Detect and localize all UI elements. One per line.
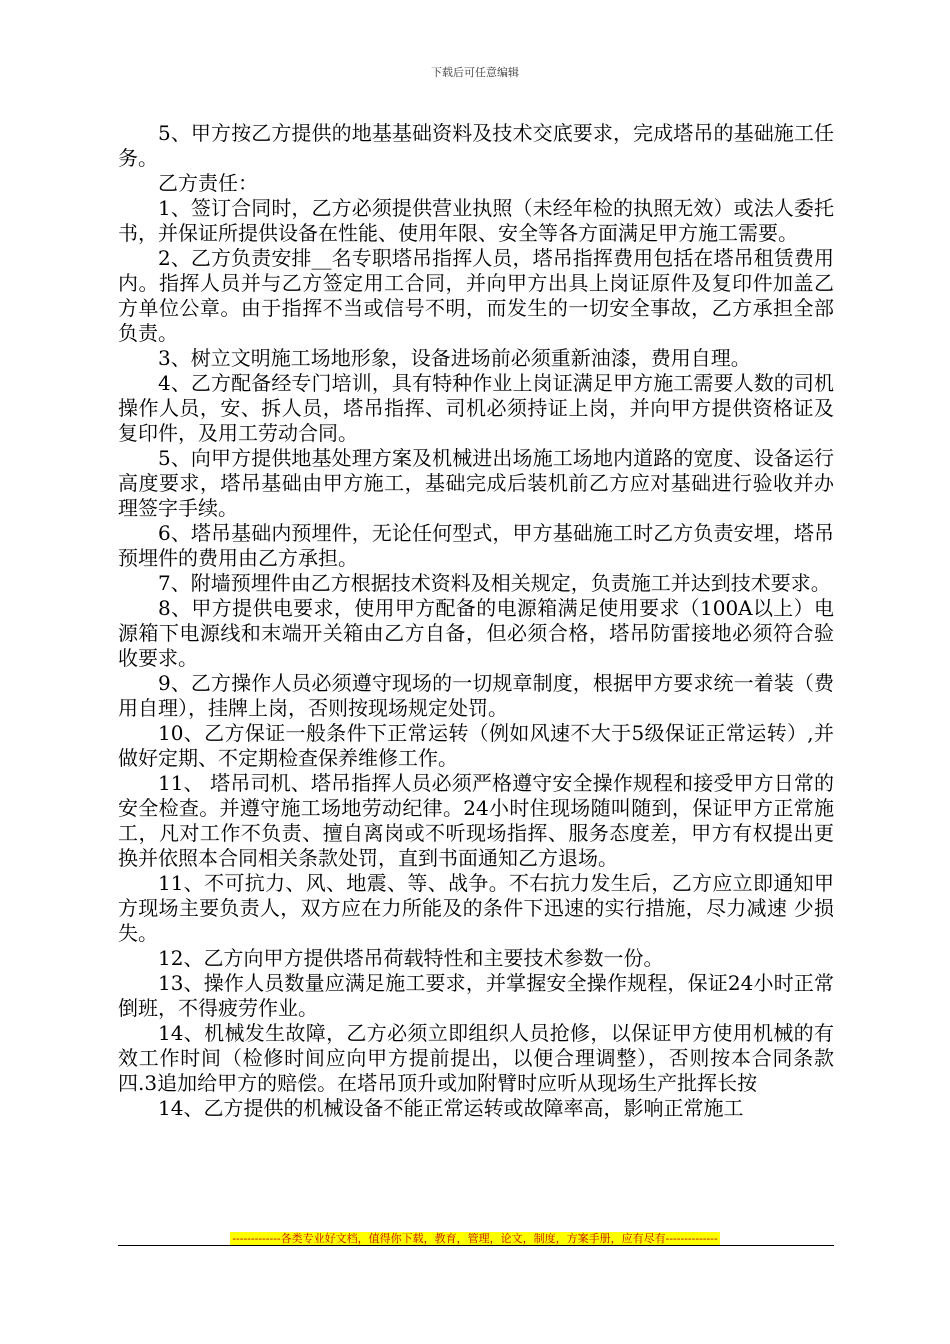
paragraph-7: 5、向甲方提供地基处理方案及机械进出场施工场地内道路的宽度、设备运行高度要求，塔吊基础由甲方施工，基础完成后装机前乙方应对基础进行验收并办理签字手续。	[118, 446, 834, 520]
paragraph-2: 乙方责任：	[158, 171, 258, 195]
paragraph-14: 11、不可抗力、风、地震、等、战争。不右抗力发生后，乙方应立即通知甲方现场主要负责人，双方应在力所能及的条件下迅速的实行措施，尽力减速 少损失。	[118, 871, 834, 945]
document-body	[118, 121, 834, 1121]
paragraph-18: 14、乙方提供的机械设备不能正常运转或故障率高，影响正常施工	[158, 1096, 744, 1120]
paragraph-13: 11、 塔吊司机、塔吊指挥人员必须严格遵守安全操作规程和接受甲方日常的安全检查。并遵守施工场地劳动纪律。24小时住现场随叫随到，保证甲方正常施工，凡对工作不负责、擅自离岗或不听现场指挥、服务态度差，甲方有权提出更换并依照本合同相关条款处罚，直到书面通知乙方退场。	[118, 771, 834, 870]
page-header: 下载后可任意编辑	[431, 66, 519, 79]
paragraph-16: 13、操作人员数量应满足施工要求，并掌握安全操作规程，保证24小时正常倒班，不得疲劳作业。	[118, 971, 834, 1020]
paragraph-1: 5、甲方按乙方提供的地基基础资料及技术交底要求，完成塔吊的基础施工任务。	[118, 121, 834, 170]
paragraph-8: 6、塔吊基础内预埋件，无论任何型式，甲方基础施工时乙方负责安埋，塔吊预埋件的费用由乙方承担。	[118, 521, 834, 570]
paragraph-12: 10、乙方保证一般条件下正常运转（例如风速不大于5级保证正常运转）,并做好定期、不定期检查保养维修工作。	[118, 721, 834, 770]
paragraph-10: 8、甲方提供电要求，使用甲方配备的电源箱满足使用要求（100A以上）电源箱下电源线和末端开关箱由乙方自备，但必须合格，塔吊防雷接地必须符合验收要求。	[118, 596, 834, 670]
paragraph-9: 7、附墙预埋件由乙方根据技术资料及相关规定，负责施工并达到技术要求。	[158, 571, 831, 595]
footer-banner-text: -------------各类专业好文档，值得你下载，教育，管理，论文，制度，方案手册，应有尽有--------------	[232, 1232, 718, 1245]
paragraph-17: 14、机械发生故障，乙方必须立即组织人员抢修，以保证甲方使用机械的有效工作时间（检修时间应向甲方提前提出，以便合理调整），否则按本合同条款四.3追加给甲方的赔偿。在塔吊顶升或加附臂时应听从现场生产批挥长按	[118, 1021, 834, 1095]
paragraph-5: 3、树立文明施工场地形象，设备进场前必须重新油漆，费用自理。	[158, 346, 751, 370]
paragraph-3: 1、签订合同时，乙方必须提供营业执照（未经年检的执照无效）或法人委托书，并保证所提供设备在性能、使用年限、安全等各方面满足甲方施工需要。	[118, 196, 834, 245]
footer-divider	[118, 1245, 834, 1246]
paragraph-6: 4、乙方配备经专门培训，具有特种作业上岗证满足甲方施工需要人数的司机操作人员，安、拆人员，塔吊指挥、司机必须持证上岗，并向甲方提供资格证及复印件，及用工劳动合同。	[118, 371, 834, 445]
paragraph-4: 2、乙方负责安排__名专职塔吊指挥人员，塔吊指挥费用包括在塔吊租赁费用内。指挥人员并与乙方签定用工合同，并向甲方出具上岗证原件及复印件加盖乙方单位公章。由于指挥不当或信号不明，而发生的一切安全事故，乙方承担全部负责。	[118, 246, 834, 345]
footer-banner	[0, 1227, 950, 1246]
paragraph-11: 9、乙方操作人员必须遵守现场的一切规章制度，根据甲方要求统一着装（费用自理），挂牌上岗，否则按现场规定处罚。	[118, 671, 834, 720]
paragraph-15: 12、乙方向甲方提供塔吊荷载特性和主要技术参数一份。	[158, 946, 664, 970]
